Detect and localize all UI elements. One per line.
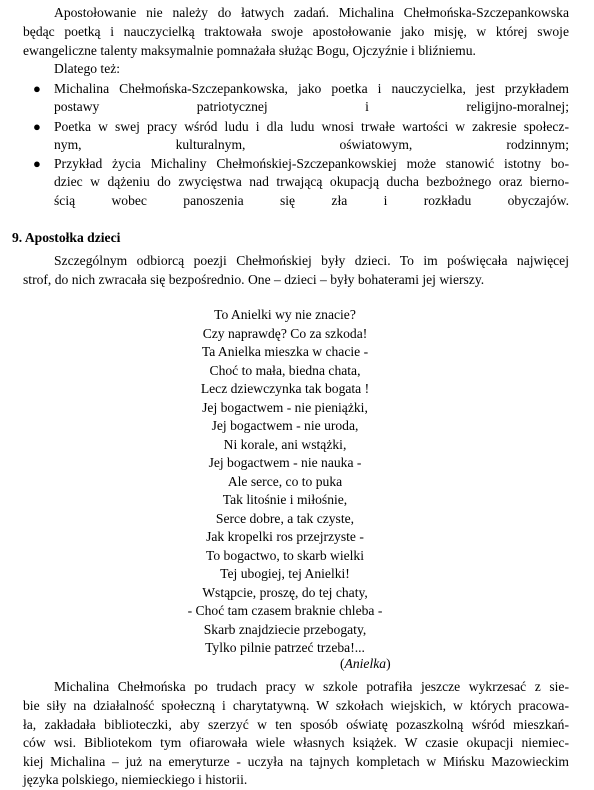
attribution-open-paren: ( — [340, 656, 345, 671]
poem-line: To Anielki wy nie znacie? — [214, 307, 356, 322]
intro-line: Apostołowanie nie należy do łatwych zadań. Michalina Chełmońska-Szczepankowska — [54, 5, 569, 20]
poem-line: Tej ubogiej, tej Anielki! — [220, 566, 350, 581]
closing-line: kiej Michalina – już na emeryturze - uczyła na tajnych kompletach w Mińsku Mazowieckim — [23, 754, 569, 769]
bullet-line: ścią wobec panoszenia się zła i rozkładu obyczajów. — [54, 193, 569, 208]
closing-line: ców wsi. Bibliotekom tym ofiarowała wiele własnych książek. W czasie okupacji niemiec- — [23, 735, 569, 750]
intro-line: będąc poetką i nauczycielką traktowała swoje apostołowanie jako misję, w której swoje — [23, 24, 569, 39]
poem-line: Jej bogactwem - nie pieniążki, — [202, 399, 368, 415]
bullet-icon: ● — [33, 81, 41, 96]
attribution-title: Anielka — [344, 656, 387, 671]
poem-line: Skarb znajdziecie przebogaty, — [203, 621, 367, 637]
bullet-icon: ● — [33, 119, 41, 134]
poem-line: To bogactwo, to skarb wielki — [206, 547, 364, 563]
bullet-line: dziec w dążeniu do zwycięstwa nad trwającą okupacją ducha bezbożnego oraz bierno- — [54, 174, 569, 189]
poem-line: Choć to mała, biedna chata, — [209, 362, 361, 378]
bullet-line: postawy patriotycznej i religijno-moralnej; — [54, 99, 569, 114]
poem-line: Ni korale, ani wstążki, — [223, 436, 347, 452]
poem-line: Tak litośnie i miłośnie, — [222, 492, 348, 507]
intro-line: ewangeliczne talenty maksymalnie pomnażała służąc Bogu, Ojczyźnie i bliźniemu. — [23, 43, 476, 58]
bullet-line: Przykład życia Michaliny Chełmońskiej-Szczepankowskiej może stanowić istotny bo- — [54, 156, 569, 171]
poem-line: Serce dobre, a tak czyste, — [215, 510, 355, 526]
therefore-line: Dlatego też: — [54, 61, 121, 76]
poem-line: Ta Anielka mieszka w chacie - — [201, 344, 369, 359]
poem-line: - Choć tam czasem braknie chleba - — [187, 603, 383, 618]
poem-line: Lecz dziewczynka tak bogata ! — [200, 381, 370, 396]
poem-line: Tylko pilnie patrzeć trzeba!... — [205, 640, 365, 655]
attribution-close-paren: ) — [386, 656, 391, 671]
section-line: strof, do nich zwracała się bezpośrednio. One – dzieci – były bohaterami jej wierszy. — [23, 272, 485, 287]
bullet-icon: ● — [33, 156, 41, 171]
poem-line: Jej bogactwem - nie nauka - — [208, 455, 362, 470]
bullet-line: Michalina Chełmońska-Szczepankowska, jako poetka i nauczycielka, jest przykładem — [54, 81, 569, 96]
poem-line: Jak kropelki ros przejrzyste - — [206, 529, 364, 544]
poem-line: Ale serce, co to puka — [227, 473, 343, 489]
closing-line: ła, zakładała biblioteczki, aby szerzyć w ten sposób oświatę pozaszkolną wśród mieszkań- — [23, 717, 569, 732]
poem-line: Czy naprawdę? Co za szkoda! — [202, 325, 368, 341]
closing-line: bie siły na działalność społeczną i charytatywną. W szkołach wiejskich, w których pracowa- — [23, 698, 569, 713]
bullet-line: nym, kulturalnym, oświatowym, rodzinnym; — [54, 137, 569, 152]
closing-line: Michalina Chełmońska po trudach pracy w szkole potrafiła jeszcze wykrzesać z sie- — [54, 679, 569, 694]
section-heading: 9. Apostołka dzieci — [12, 230, 121, 245]
poem-attribution — [340, 655, 391, 674]
closing-line: języka polskiego, niemieckiego i historii. — [23, 772, 248, 787]
section-line: Szczególnym odbiorcą poezji Chełmońskiej były dzieci. To im poświęcała najwięcej — [54, 253, 569, 268]
poem-line: Wstąpcie, proszę, do tej chaty, — [202, 584, 368, 600]
poem-line: Jej bogactwem - nie uroda, — [211, 418, 359, 433]
bullet-line: Poetka w swej pracy wśród ludu i dla ludu wnosi trwałe wartości w zakresie społecz- — [54, 119, 569, 134]
